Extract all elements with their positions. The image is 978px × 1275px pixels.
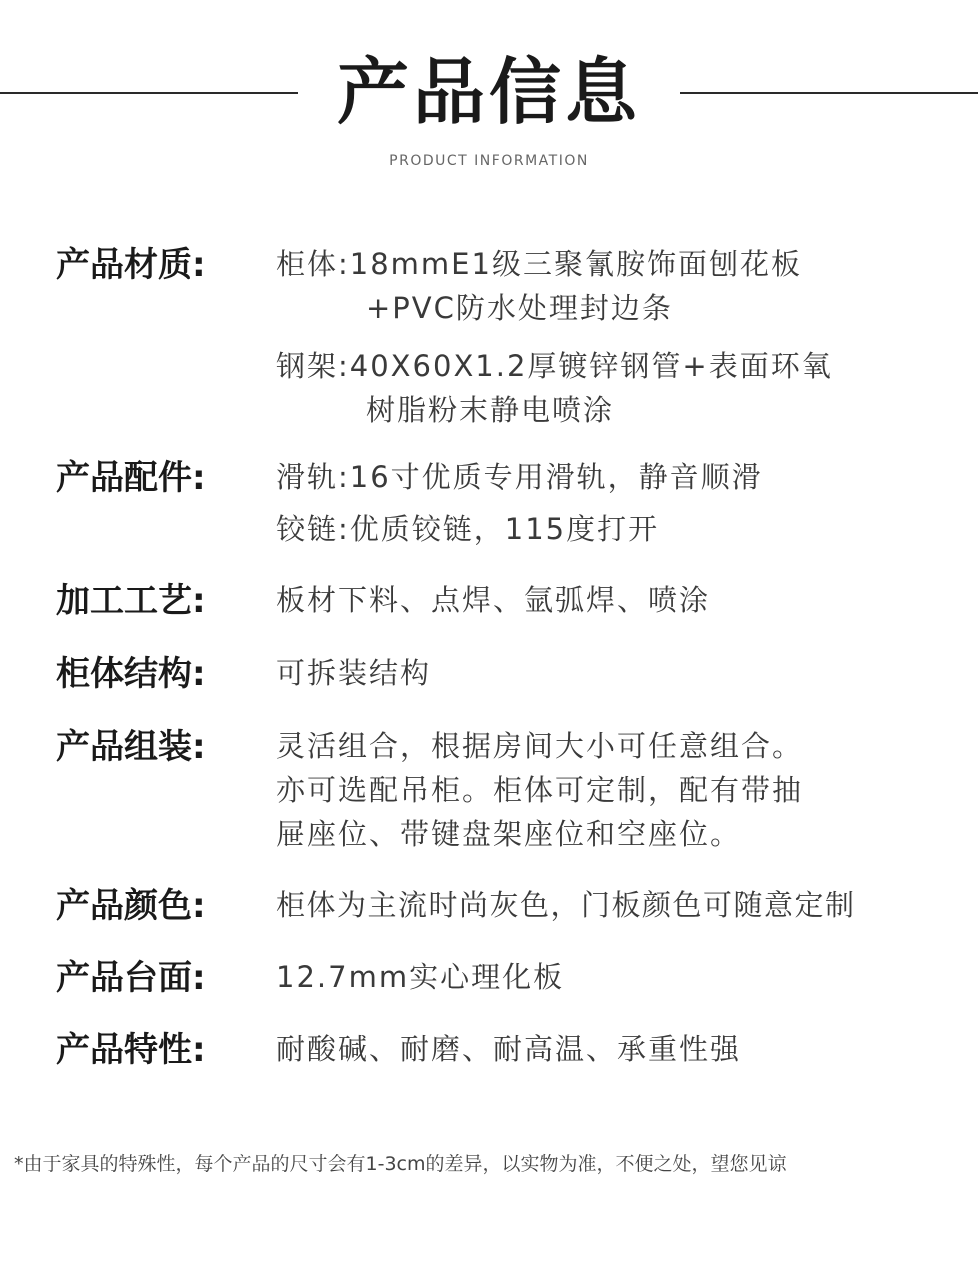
header-divider-right bbox=[680, 92, 978, 94]
spec-values bbox=[276, 242, 956, 432]
section-title: 产品信息 bbox=[336, 50, 641, 134]
size-disclaimer: *由于家具的特殊性，每个产品的尺寸会有1-3cm的差异，以实物为准，不便之处，望您见谅 bbox=[14, 1153, 787, 1175]
header-divider-left bbox=[0, 92, 298, 94]
section-subtitle: PRODUCT INFORMATION bbox=[389, 153, 589, 169]
spec-label: 产品材质: bbox=[56, 245, 206, 285]
spec-value-line: 屉座位、带键盘架座位和空座位。 bbox=[276, 817, 742, 851]
spec-value-line: 灵活组合，根据房间大小可任意组合。 bbox=[276, 729, 804, 763]
spec-label: 加工工艺: bbox=[56, 581, 206, 621]
spec-values bbox=[276, 1027, 956, 1071]
spec-value-line: 亦可选配吊柜。柜体可定制，配有带抽 bbox=[276, 773, 804, 807]
spec-label: 产品特性: bbox=[56, 1030, 206, 1070]
spec-value-line: 滑轨:16寸优质专用滑轨，静音顺滑 bbox=[276, 460, 763, 494]
spec-value-line: 钢架:40X60X1.2厚镀锌钢管+表面环氧 bbox=[276, 349, 833, 383]
spec-label: 产品配件: bbox=[56, 458, 206, 498]
spec-values bbox=[276, 578, 956, 622]
spec-values bbox=[276, 883, 956, 927]
spec-label: 产品组装: bbox=[56, 727, 206, 767]
spec-values bbox=[276, 955, 956, 999]
section-header bbox=[0, 40, 978, 190]
spec-values bbox=[276, 724, 956, 856]
spec-value-line: 可拆装结构 bbox=[276, 656, 432, 690]
spec-label: 产品台面: bbox=[56, 958, 206, 998]
spec-values bbox=[276, 455, 956, 551]
spec-value-line: 12.7mm实心理化板 bbox=[276, 960, 565, 994]
spec-value-line: 柜体为主流时尚灰色，门板颜色可随意定制 bbox=[276, 888, 856, 922]
spec-label: 产品颜色: bbox=[56, 886, 206, 926]
spec-value-line: 耐酸碱、耐磨、耐高温、承重性强 bbox=[276, 1032, 742, 1066]
spec-value-line: 铰链:优质铰链，115度打开 bbox=[276, 512, 660, 546]
spec-value-line: +PVC防水处理封边条 bbox=[366, 291, 673, 325]
spec-value-line: 树脂粉末静电喷涂 bbox=[366, 393, 615, 427]
spec-value-line: 板材下料、点焊、氩弧焊、喷涂 bbox=[276, 583, 711, 617]
spec-label: 柜体结构: bbox=[56, 654, 206, 694]
spec-values bbox=[276, 651, 956, 695]
spec-value-line: 柜体:18mmE1级三聚氰胺饰面刨花板 bbox=[276, 247, 802, 281]
